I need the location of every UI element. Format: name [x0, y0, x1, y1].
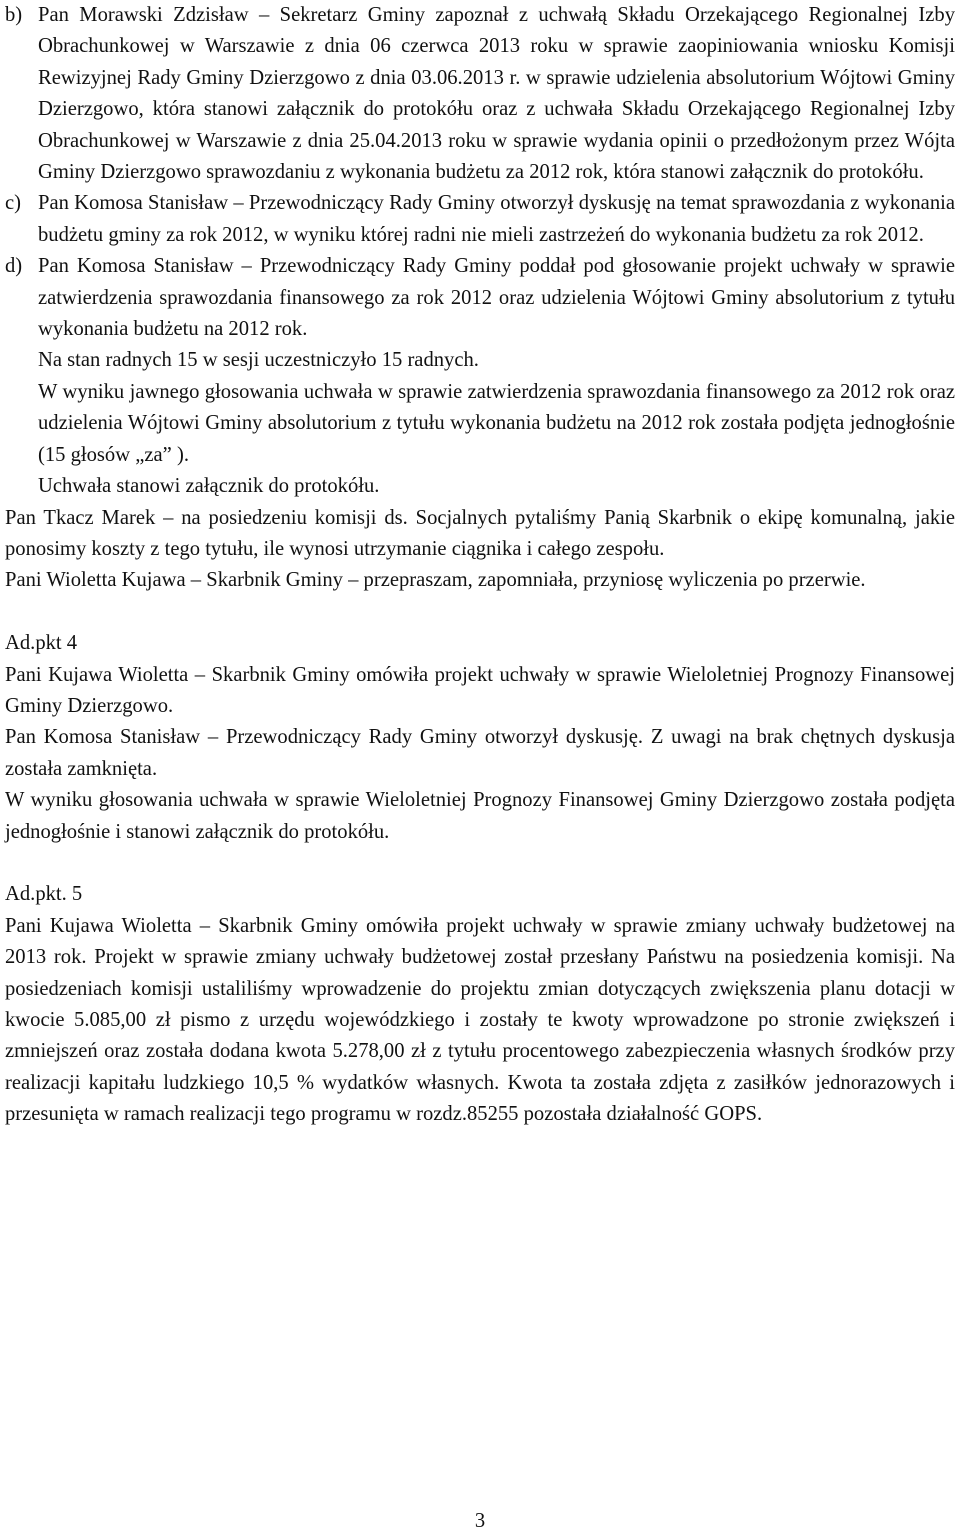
paragraph-tkacz: Pan Tkacz Marek – na posiedzeniu komisji ds. Socjalnych pytaliśmy Panią Skarbnik o ekipę komunalną, jakie ponosimy koszty z tego tytułu, ile wynosi utrzymanie ciągnika i całego zespołu. — [5, 506, 955, 560]
paragraph: W wyniku jawnego głosowania uchwała w sprawie zatwierdzenia sprawozdania finansowego za 2012 rok oraz udzielenia Wójtowi Gminy absolutorium z tytułu wykonania budżetu na 2012 rok została podjęta jednogłośnie (15 głosów „za” ). — [38, 380, 955, 466]
section-heading-pkt4: Ad.pkt 4 — [5, 632, 78, 655]
paragraph: Pan Komosa Stanisław – Przewodniczący Rady Gminy poddał pod głosowanie projekt uchwały w sprawie zatwierdzenia sprawozdania finansowego za rok 2012 oraz udzielenia Wójtowi Gminy absolutorium z tytułu wykonania budżetu na 2012 rok. — [38, 255, 955, 341]
paragraph: Na stan radnych 15 w sesji uczestniczyło 15 radnych. — [38, 349, 479, 372]
paragraph: Pan Komosa Stanisław – Przewodniczący Rady Gminy otworzył dyskusję. Z uwagi na brak chętnych dyskusja została zamknięta. — [5, 726, 955, 780]
list-item-label: c) — [5, 192, 21, 215]
list-item-body — [38, 188, 955, 251]
section-heading-pkt5: Ad.pkt. 5 — [5, 883, 83, 906]
list-item-label: d) — [5, 255, 23, 278]
paragraph: Pani Kujawa Wioletta – Skarbnik Gminy omówiła projekt uchwały w sprawie Wieloletniej Prognozy Finansowej Gminy Dzierzgowo. — [5, 663, 955, 717]
paragraph: Uchwała stanowi załącznik do protokółu. — [38, 475, 380, 498]
list-item-b — [5, 0, 955, 188]
paragraph: Pan Morawski Zdzisław – Sekretarz Gminy zapoznał z uchwałą Składu Orzekającego Regionalnej Izby Obrachunkowej w Warszawie z dnia 06 czerwca 2013 roku w sprawie zaopiniowania wniosku Komisji Rewizyjnej Rady Gminy Dzierzgowo z dnia 03.06.2013 r. w sprawie udzielenia absolutorium Wójtowi Gminy Dzierzgowo, która stanowi załącznik do protokółu oraz z uchwała Składu Orzekającego Regionalnej Izby Obrachunkowej w Warszawie z dnia 25.04.2013 roku w sprawie wydania opinii o przedłożonym przez Wójta Gminy Dzierzgowo sprawozdaniu z wykonania budżetu za 2012 rok, która stanowi załącznik do protokółu. — [38, 4, 955, 184]
paragraph: Pani Kujawa Wioletta – Skarbnik Gminy omówiła projekt uchwały w sprawie zmiany uchwały budżetowej na 2013 rok. Projekt w sprawie zmiany uchwały budżetowej został przesłany Państwu na posiedzenia komisji. Na posiedzeniach komisji ustaliliśmy wprowadzenie do projektu zmian dotyczących zwiększenia planu dotacji w kwocie 5.085,00 zł pismo z urzędu wojewódzkiego i zostały te kwoty wprowadzone po stronie zwiększeń i zmniejszeń oraz została dodana kwota 5.278,00 zł z tytułu procentowego zabezpieczenia własnych środków przy realizacji kapitału ludzkiego 10,5 % wydatków własnych. Kwota ta została zdjęta z zasiłków jednorazowych i przesunięta w ramach realizacji tego programu w rozdz.85255 pozostała działalność GOPS. — [5, 914, 955, 1126]
blank-line — [5, 848, 955, 879]
page-number: 3 — [474, 1510, 486, 1532]
document-page — [5, 0, 955, 1131]
blank-line — [5, 597, 955, 628]
paragraph: W wyniku głosowania uchwała w sprawie Wieloletniej Prognozy Finansowej Gminy Dzierzgowo została podjęta jednogłośnie i stanowi załącznik do protokółu. — [5, 789, 955, 843]
list-item-body — [38, 251, 955, 502]
paragraph: Pan Komosa Stanisław – Przewodniczący Rady Gminy otworzył dyskusję na temat sprawozdania z wykonania budżetu gminy za rok 2012, w wyniku której radni nie mieli zastrzeżeń do wykonania budżetu za rok 2012. — [38, 192, 955, 246]
list-item-label: b) — [5, 4, 23, 26]
list-item-c — [5, 188, 955, 251]
list-item-body — [38, 0, 955, 188]
list-item-d — [5, 251, 955, 502]
paragraph-kujawa-reply: Pani Wioletta Kujawa – Skarbnik Gminy – przepraszam, zapomniała, przyniosę wyliczenia po przerwie. — [5, 569, 866, 592]
